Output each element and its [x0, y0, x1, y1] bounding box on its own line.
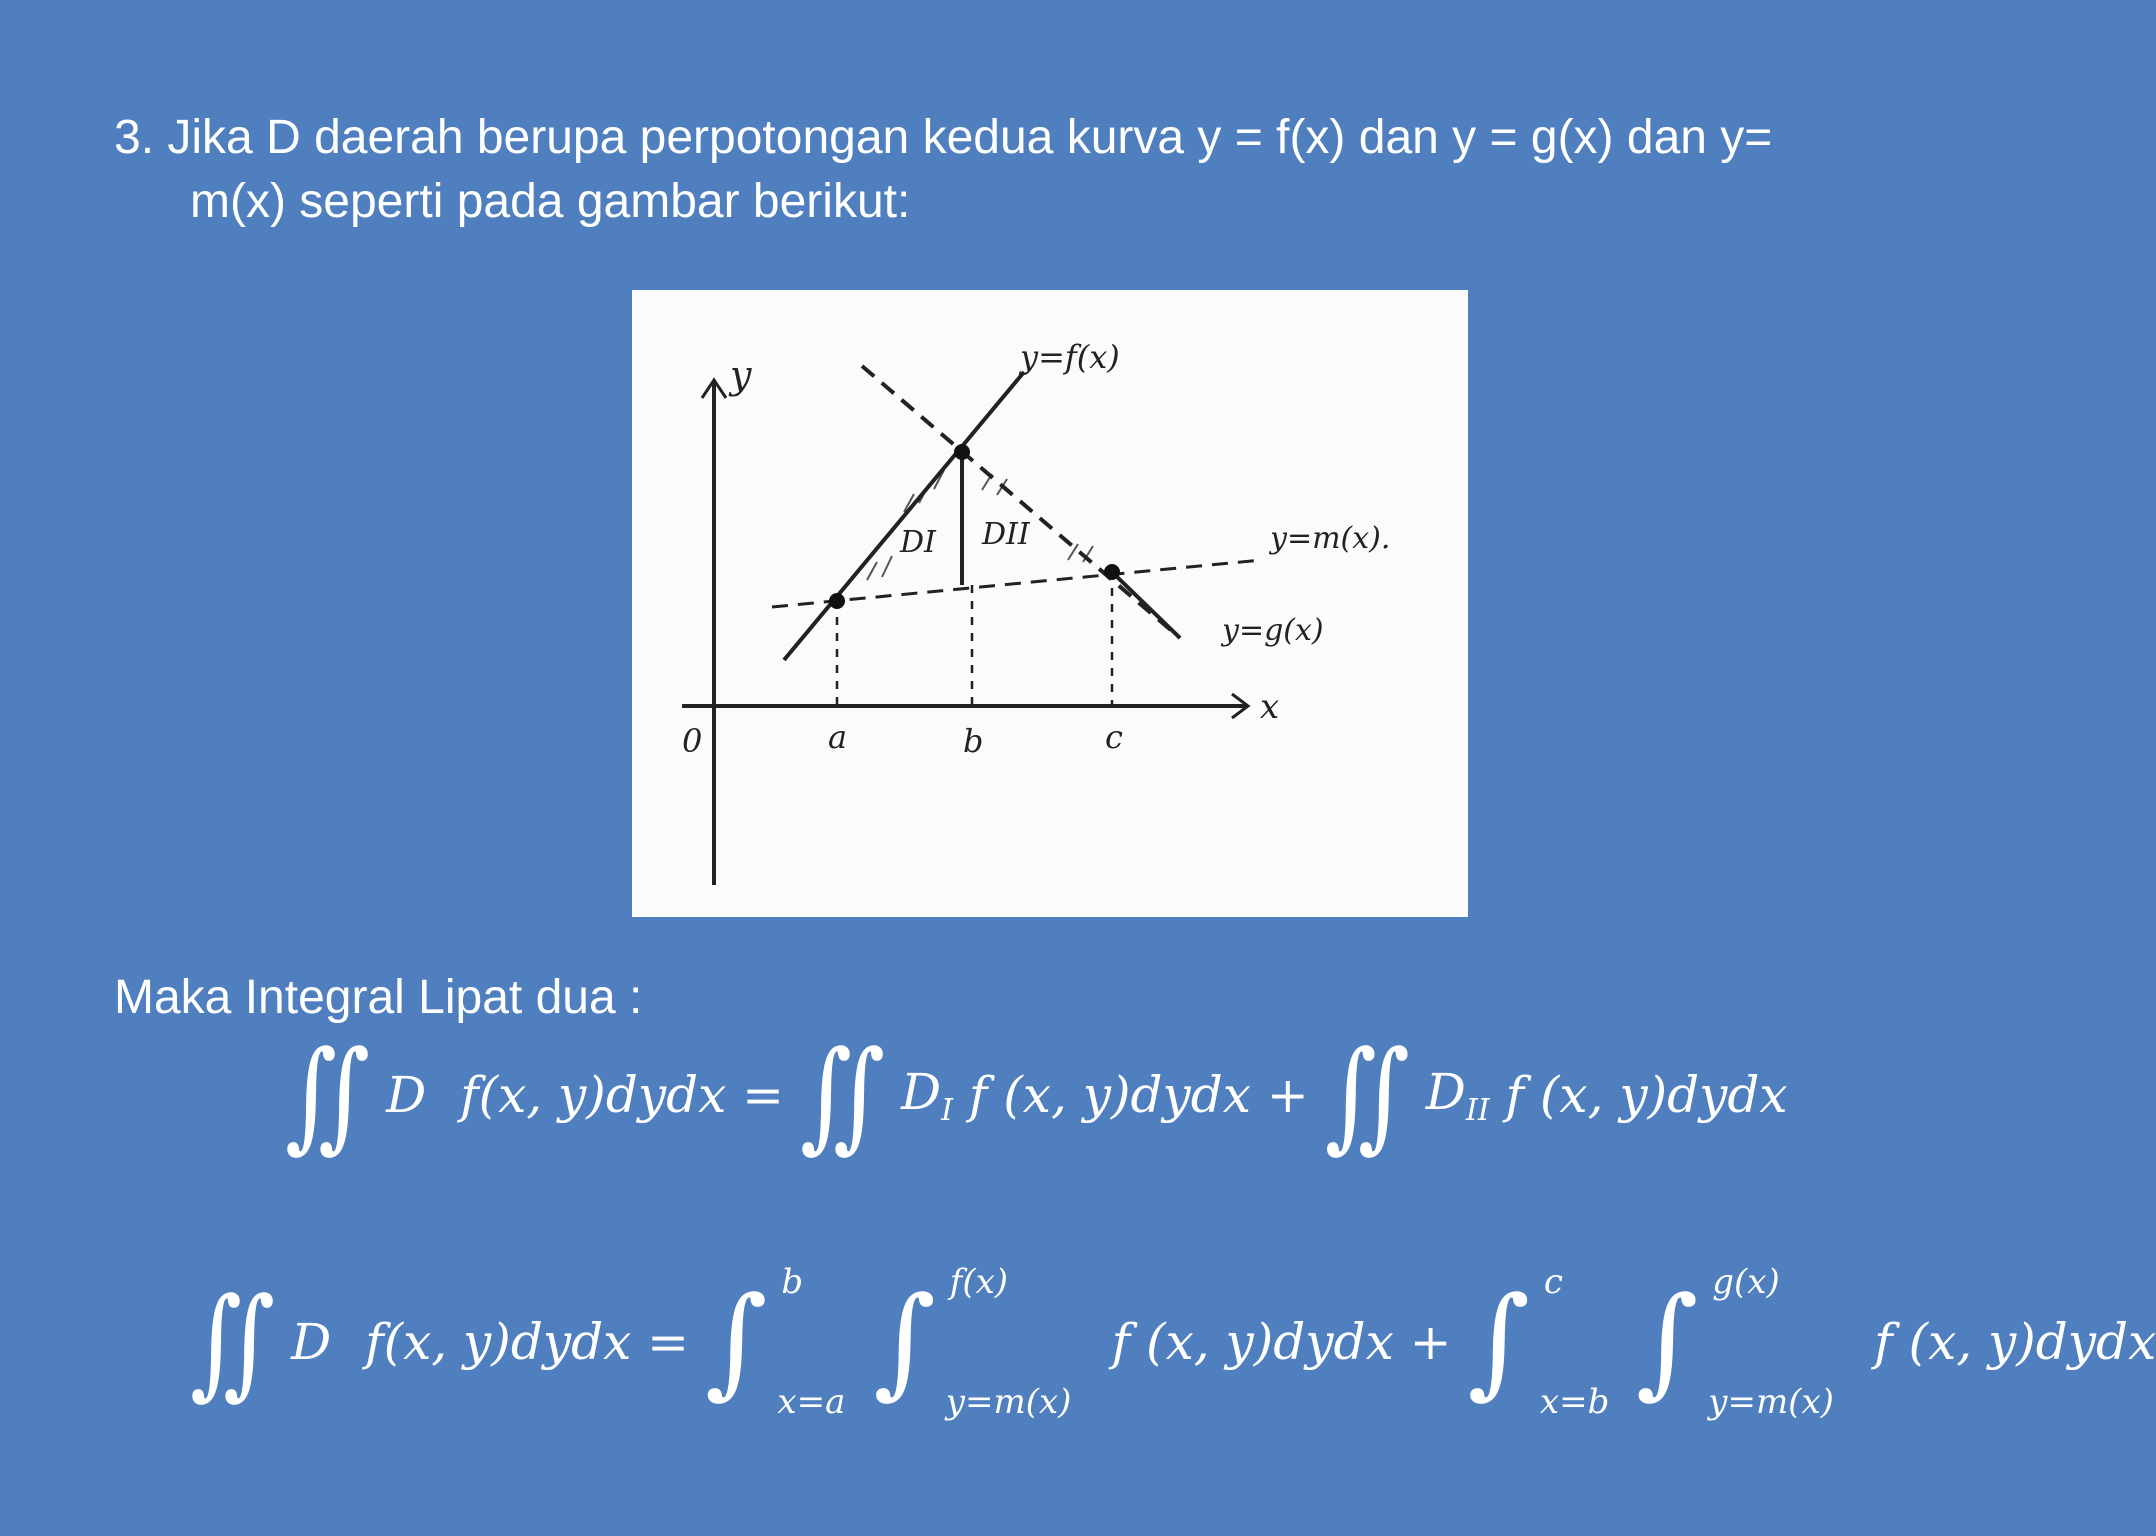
integral-4-limits — [1708, 1262, 1858, 1422]
point-top — [954, 444, 970, 460]
integral-3-lower: x=b — [1539, 1382, 1610, 1422]
integral-symbol: ∫ — [873, 1272, 936, 1411]
double-integral-symbol: ∬ — [1324, 1024, 1410, 1165]
eq1-term2-subscript: II — [1465, 1092, 1490, 1128]
x-axis-label: x — [1260, 687, 1280, 727]
integral-4-lower: y=m(x) — [1708, 1382, 1834, 1422]
region-1-label: DI — [900, 525, 936, 560]
tick-c-label: c — [1105, 718, 1123, 756]
point-a — [829, 593, 845, 609]
region-2-label: DII — [982, 517, 1030, 552]
question-text — [114, 106, 1934, 234]
integral-2-upper: f(x) — [949, 1262, 1009, 1302]
tick-b-label: b — [963, 722, 984, 760]
eq1-term2-region-letter: D — [1425, 1062, 1466, 1121]
intro-text: Maka Integral Lipat dua : — [114, 971, 643, 1024]
eq1-lhs-integrand: f(x, y)dydx = — [460, 1066, 785, 1124]
eq2-lhs-integrand: f(x, y)dydx = — [365, 1313, 690, 1371]
eq1-term1-integrand: f (x, y)dydx + — [968, 1066, 1309, 1124]
double-integral-symbol: ∬ — [190, 1271, 276, 1412]
double-integral-symbol: ∬ — [285, 1024, 371, 1165]
point-c — [1104, 564, 1120, 580]
integral-symbol: ∫ — [1635, 1272, 1699, 1411]
eq1-term2-integrand: f (x, y)dydx — [1505, 1066, 1788, 1124]
origin-label: 0 — [682, 722, 703, 760]
curve-f-label: y=f(x) — [1020, 338, 1120, 376]
equation-1 — [285, 1024, 1788, 1175]
integral-symbol: ∫ — [704, 1272, 768, 1411]
integral-3-upper: c — [1543, 1262, 1563, 1302]
integral-2-lower: y=m(x) — [945, 1382, 1072, 1422]
curve-g-label: y=g(x) — [1222, 613, 1324, 648]
integral-3-limits — [1540, 1262, 1620, 1422]
eq2-middle: f (x, y)dydx + — [1111, 1313, 1452, 1371]
curve-f — [784, 372, 1024, 660]
integral-1-lower: x=a — [777, 1382, 846, 1422]
region-figure — [632, 290, 1468, 917]
eq2-lhs-region: D — [291, 1313, 332, 1371]
eq2-end: f (x, y)dydx — [1874, 1313, 2156, 1371]
integral-2-limits — [946, 1262, 1096, 1422]
curve-m-label: y=m(x). — [1270, 521, 1391, 556]
question-line-1: 3. Jika D daerah berupa perpotongan kedua kurva y = f(x) dan y = g(x) dan y= — [114, 111, 1773, 164]
integral-1-limits — [777, 1262, 857, 1422]
integral-1-upper: b — [781, 1262, 804, 1302]
eq1-term1-subscript: I — [941, 1092, 953, 1128]
y-axis-label: y — [730, 353, 752, 397]
integral-4-upper: g(x) — [1712, 1262, 1780, 1302]
eq1-term1-region — [901, 1063, 953, 1128]
figure-svg — [632, 290, 1468, 917]
equation-2 — [190, 1262, 2156, 1432]
question-line-2: m(x) seperti pada gambar berikut: — [190, 175, 911, 228]
eq1-term2-region — [1426, 1063, 1490, 1128]
eq1-term1-region-letter: D — [901, 1062, 942, 1121]
integral-symbol: ∫ — [1467, 1272, 1530, 1411]
double-integral-symbol: ∬ — [799, 1024, 886, 1165]
curve-g — [1112, 572, 1180, 638]
tick-a-label: a — [828, 718, 848, 756]
eq1-lhs-region: D — [386, 1066, 427, 1124]
